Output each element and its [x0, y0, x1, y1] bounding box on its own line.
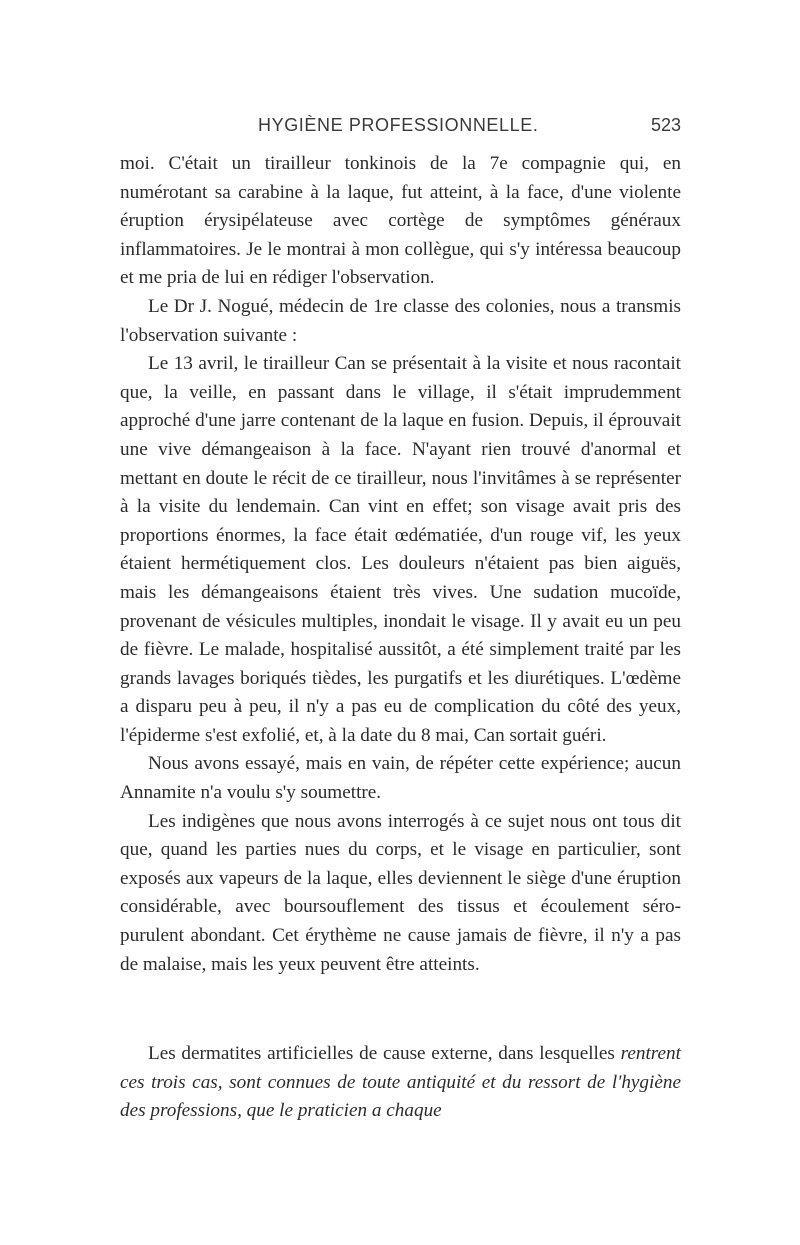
- paragraph-indigenes: Les indigènes que nous avons interrogés à ce sujet nous ont tous dit que, quand les parties nues du corps, et le visage en particulier, sont exposés aux vapeurs de la laque, elles deviennent le siège d'une éruption considérable, avec boursouflement des tissus et écoulement séro-purulent abondant. Cet érythème ne cause jamais de fièvre, il n'y a pas de malaise, mais les yeux peuvent être atteints.: [120, 810, 681, 975]
- final-paragraph-text: [120, 1040, 681, 1126]
- page-number: 523: [650, 115, 681, 135]
- final-paragraph-roman: Les dermatites artificielles de cause externe, dans lesquelles: [148, 1043, 621, 1064]
- paragraph-observation: Le 13 avril, le tirailleur Can se présentait à la visite et nous racontait que, la veille, en passant dans le village, il s'était imprudemment approché d'une jarre contenant de la laque en fusion. Depuis, il éprouvait une vive démangeaison à la face. N'ayant rien trouvé d'anormal et mettant en doute le récit de ce tirailleur, nous l'invitâmes à se représenter à la visite du lendemain. Can vint en effet; son visage avait pris des proportions énormes, la face était œdématiée, d'un rouge vif, les yeux étaient hermétiquement clos. Les douleurs n'étaient pas bien aiguës, mais les démangeaisons étaient très vives. Une sudation mucoïde, provenant de vésicules multiples, inondait le visage. Il y avait eu un peu de fièvre. Le malade, hospitalisé aussitôt, a été simplement traité par les grands lavages boriqués tièdes, les purgatifs et les diurétiques. L'œdème a disparu peu à peu, il n'y a pas eu de complication du côté des yeux, l'épiderme s'est exfolié, et, à la date du 8 mai, Can sortait guéri.: [120, 353, 681, 746]
- paragraph-experiment: Nous avons essayé, mais en vain, de répéter cette expérience; aucun Annamite n'a voulu s'y soumettre.: [120, 753, 681, 804]
- running-title: HYGIÈNE PROFESSIONNELLE.: [258, 115, 539, 135]
- body-text: [120, 150, 681, 979]
- page-header: [120, 115, 681, 139]
- paragraph-nogue-intro: Le Dr J. Nogué, médecin de 1re classe des colonies, nous a transmis l'observation suivante :: [120, 295, 681, 346]
- final-paragraph: [120, 1040, 681, 1126]
- final-paragraph-italic: rentrent ces trois cas, sont connues de toute antiquité et du ressort de l'hygiène des professions, que le praticien a chaque: [120, 1043, 681, 1122]
- paragraph-continuation: moi. C'était un tirailleur tonkinois de la 7e compagnie qui, en numérotant sa carabine à la laque, fut atteint, à la face, d'une violente éruption érysipélateuse avec cortège de symptômes généraux inflammatoires. Je le montrai à mon collègue, qui s'y intéressa beaucoup et me pria de lui en rédiger l'observation.: [120, 153, 681, 289]
